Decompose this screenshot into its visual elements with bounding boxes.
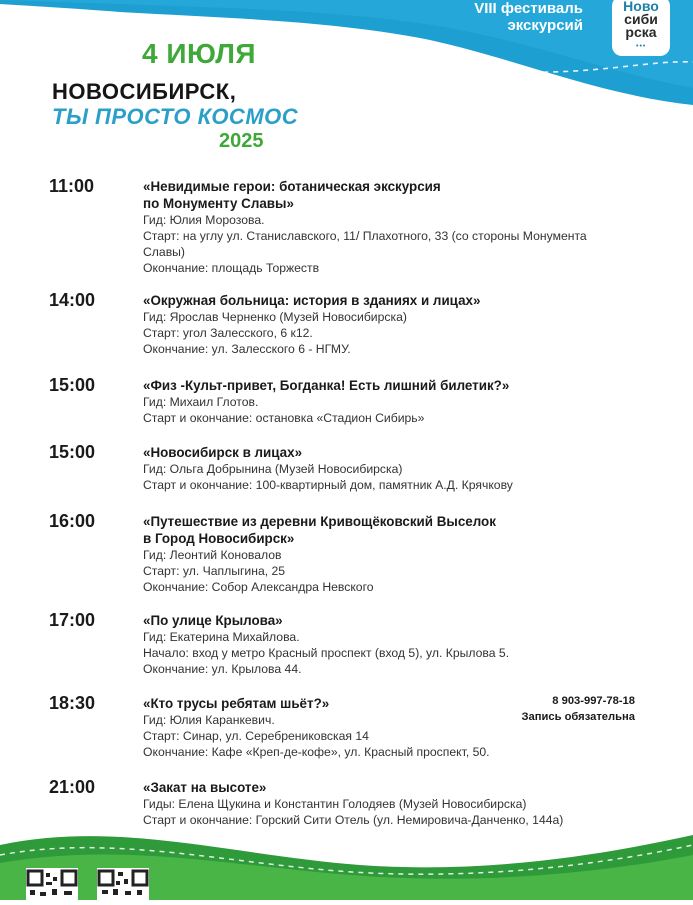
event-time: 15:00 — [49, 375, 96, 395]
page-title-line1: НОВОСИБИРСК, — [52, 79, 237, 104]
event-title: «Физ -Культ-привет, Богданка! Есть лишний билетик?» — [143, 378, 510, 393]
event-title: «Новосибирск в лицах» — [143, 445, 303, 460]
event-title: «Путешествие из деревни Кривощёковский Выселок — [143, 514, 496, 529]
novosibirsk-logo — [612, 0, 670, 56]
event-time: 17:00 — [49, 610, 96, 630]
qr-code-icon[interactable] — [26, 868, 78, 900]
event-date: 4 ИЮЛЯ — [142, 38, 257, 69]
event-title: «Закат на высоте» — [143, 780, 267, 795]
event-end: Окончание: Кафе «Креп-де-кофе», ул. Красный проспект, 50. — [143, 745, 490, 759]
event-start-end: Старт и окончание: 100-квартирный дом, памятник А.Д. Крячкову — [143, 478, 513, 492]
event-start: Старт: на углу ул. Станиславского, 11/ Плахотного, 33 (со стороны Монумента — [143, 229, 587, 243]
event-guide: Гид: Ольга Добрынина (Музей Новосибирска) — [143, 462, 403, 476]
event-guide: Гид: Ярослав Черненко (Музей Новосибирска) — [143, 310, 407, 324]
event-end: Окончание: площадь Торжеств — [143, 261, 320, 275]
event-start-end: Старт и окончание: Горский Сити Отель (ул. Немировича-Данченко, 144а) — [143, 813, 564, 827]
logo-text-line3: рска — [625, 24, 657, 40]
event-guide: Гид: Михаил Глотов. — [143, 395, 259, 409]
event-start: Старт: угол Залесского, 6 к12. — [143, 326, 313, 340]
event-start-end: Старт и окончание: остановка «Стадион Сибирь» — [143, 411, 425, 425]
event-title: «Кто трусы ребятам шьёт?» — [143, 696, 330, 711]
event-guide: Гид: Юлия Каранкевич. — [143, 713, 275, 727]
event-start: Старт: ул. Чаплыгина, 25 — [143, 564, 286, 578]
event-year: 2025 — [219, 130, 264, 152]
event-guide: Гид: Леонтий Коновалов — [143, 548, 282, 562]
event-title-cont: по Монументу Славы» — [143, 196, 294, 211]
event-guide: Гид: Юлия Морозова. — [143, 213, 265, 227]
logo-text-line2: сиби — [624, 11, 658, 27]
qr-code-icon[interactable] — [97, 868, 149, 900]
event-end: Окончание: ул. Залесского 6 - НГМУ. — [143, 342, 351, 356]
contact-phone: 8 903-997-78-18 — [552, 695, 635, 707]
event-guide: Гиды: Елена Щукина и Константин Голодяев (Музей Новосибирска) — [143, 797, 527, 811]
festival-title-line1: VIII фестиваль — [474, 0, 583, 17]
event-title-cont: в Город Новосибирск» — [143, 531, 295, 546]
event-end: Окончание: ул. Крылова 44. — [143, 662, 302, 676]
event-title: «Окружная больница: история в зданиях и лицах» — [143, 293, 481, 308]
event-time: 18:30 — [49, 693, 96, 713]
registration-note: Запись обязательна — [521, 711, 635, 723]
event-title: «По улице Крылова» — [143, 613, 283, 628]
event-time: 14:00 — [49, 290, 96, 310]
event-end: Окончание: Собор Александра Невского — [143, 580, 374, 594]
logo-text-line1: Ново — [623, 0, 659, 14]
logo-dots-icon: ••• — [636, 43, 647, 50]
event-start: Начало: вход у метро Красный проспект (вход 5), ул. Крылова 5. — [143, 646, 510, 660]
event-start: Старт: Синар, ул. Серебрениковская 14 — [143, 729, 369, 743]
event-guide: Гид: Екатерина Михайлова. — [143, 630, 300, 644]
event-time: 16:00 — [49, 511, 96, 531]
page-title-line2: ТЫ ПРОСТО КОСМОС — [52, 104, 299, 129]
event-time: 21:00 — [49, 777, 96, 797]
event-start-cont: Славы) — [143, 245, 185, 259]
event-time: 15:00 — [49, 442, 96, 462]
event-time: 11:00 — [49, 176, 95, 196]
event-title: «Невидимые герои: ботаническая экскурсия — [143, 179, 441, 194]
festival-title-line2: экскурсий — [507, 17, 583, 34]
